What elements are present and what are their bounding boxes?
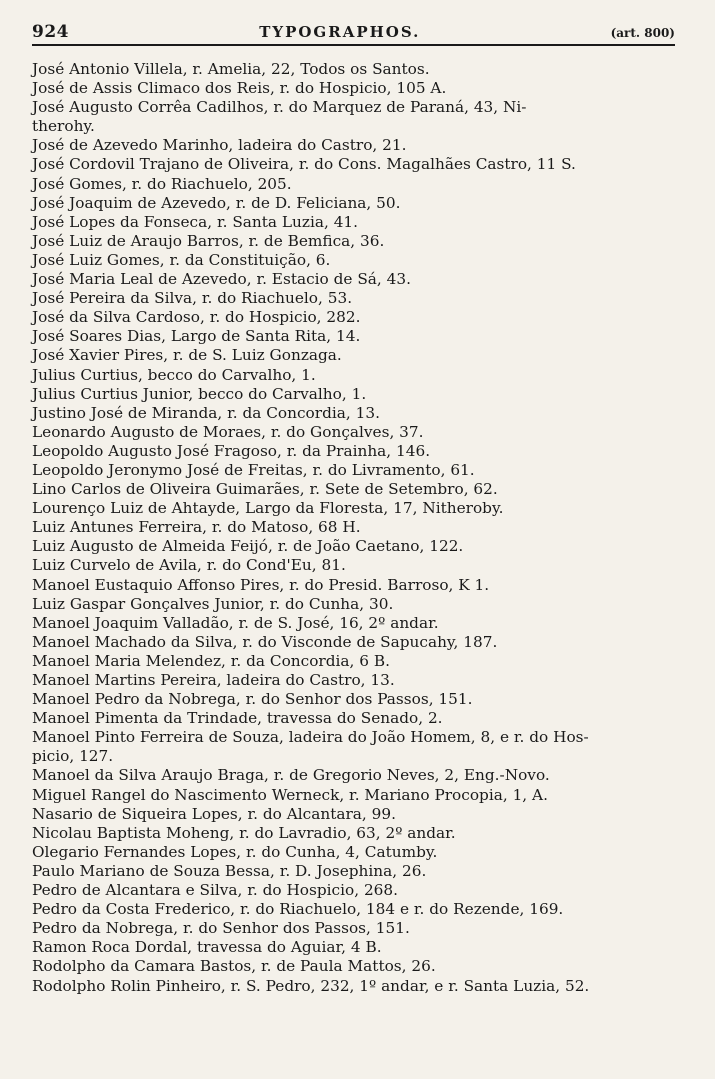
entry-text: Paulo Mariano de Souza Bessa, r. D. Josephina, 26. (32, 861, 427, 880)
list-item (32, 404, 675, 423)
list-item (32, 60, 675, 79)
entry-text: José Augusto Corrêa Cadilhos, r. do Marquez de Paraná, 43, Ni- (32, 98, 527, 117)
list-item (32, 824, 675, 843)
list-item (32, 805, 675, 824)
list-item (32, 499, 675, 518)
list-item (32, 98, 675, 136)
entry-text: Luiz Curvelo de Avila, r. do Cond'Eu, 81. (32, 556, 346, 575)
entry-text: Manoel Maria Melendez, r. da Concordia, 6 B. (32, 651, 390, 670)
list-item (32, 728, 675, 766)
list-item (32, 270, 675, 289)
entry-text: Luiz Antunes Ferreira, r. do Matoso, 68 H. (32, 518, 361, 537)
entry-text: Miguel Rangel do Nascimento Werneck, r. Mariano Procopia, 1, A. (32, 785, 548, 804)
list-item (32, 385, 675, 404)
list-item (32, 576, 675, 595)
list-item (32, 308, 675, 327)
entry-text: José Xavier Pires, r. de S. Luiz Gonzaga. (32, 346, 342, 365)
entry-text: José Pereira da Silva, r. do Riachuelo, 53. (32, 289, 353, 308)
list-item (32, 556, 675, 575)
entry-text: Manoel Pinto Ferreira de Souza, ladeira do João Homem, 8, e r. do Hos- (32, 728, 589, 747)
entry-text: Manoel Pimenta da Trindade, travessa do Senado, 2. (32, 709, 443, 728)
list-item (32, 232, 675, 251)
entry-text: Lourenço Luiz de Ahtayde, Largo da Floresta, 17, Nitheroby. (32, 499, 504, 518)
entry-text: José da Silva Cardoso, r. do Hospicio, 282. (32, 308, 361, 327)
list-item (32, 442, 675, 461)
entry-text: José Luiz de Araujo Barros, r. de Bemfica, 36. (32, 231, 385, 250)
entry-text: Pedro da Costa Frederico, r. do Riachuelo, 184 e r. do Rezende, 169. (32, 900, 564, 919)
entry-text: Manoel Joaquim Valladão, r. de S. José, 16, 2º andar. (32, 613, 439, 632)
entry-text: Olegario Fernandes Lopes, r. do Cunha, 4, Catumby. (32, 842, 438, 861)
entry-text: José Antonio Villela, r. Amelia, 22, Todos os Santos. (32, 60, 430, 78)
list-item (32, 366, 675, 385)
entry-text: Justino José de Miranda, r. da Concordia, 13. (32, 403, 380, 422)
list-item (32, 652, 675, 671)
list-item (32, 423, 675, 442)
list-item (32, 518, 675, 537)
entry-text: Manoel Pedro da Nobrega, r. do Senhor dos Passos, 151. (32, 690, 473, 709)
entry-text: José Joaquim de Azevedo, r. de D. Feliciana, 50. (32, 193, 401, 212)
list-item (32, 136, 675, 155)
list-item (32, 289, 675, 308)
article-reference: (art. 800) (610, 26, 675, 40)
section-title: TYPOGRAPHOS. (259, 23, 421, 41)
page-header (32, 22, 675, 46)
entry-text: José Luiz Gomes, r. da Constituição, 6. (32, 250, 331, 269)
list-item (32, 633, 675, 652)
entry-text: Nasario de Siqueira Lopes, r. do Alcantara, 99. (32, 804, 396, 823)
entry-text: José Gomes, r. do Riachuelo, 205. (32, 174, 292, 193)
entry-text: Lino Carlos de Oliveira Guimarães, r. Sete de Setembro, 62. (32, 480, 498, 499)
entry-text: José de Azevedo Marinho, ladeira do Castro, 21. (32, 136, 407, 155)
entry-text: José Maria Leal de Azevedo, r. Estacio de Sá, 43. (32, 270, 411, 289)
entry-text: Ramon Roca Dordal, travessa do Aguiar, 4 B. (32, 938, 382, 957)
page-number: 924 (32, 22, 69, 42)
entry-continuation: picio, 127. (32, 747, 114, 766)
entry-text: Rodolpho da Camara Bastos, r. de Paula Mattos, 26. (32, 957, 436, 976)
list-item (32, 461, 675, 480)
list-item (32, 900, 675, 919)
entry-text: Manoel Machado da Silva, r. do Visconde de Sapucahy, 187. (32, 632, 498, 651)
entry-text: Pedro de Alcantara e Silva, r. do Hospicio, 268. (32, 881, 399, 900)
list-item (32, 327, 675, 346)
entry-continuation: therohy. (32, 117, 95, 136)
entry-text: Julius Curtius Junior, becco do Carvalho, 1. (32, 384, 367, 403)
entry-text: Julius Curtius, becco do Carvalho, 1. (32, 365, 316, 384)
list-item (32, 537, 675, 556)
entry-text: Luiz Augusto de Almeida Feijó, r. de João Caetano, 122. (32, 537, 464, 556)
list-item (32, 843, 675, 862)
list-item (32, 671, 675, 690)
list-item (32, 155, 675, 174)
list-item (32, 614, 675, 633)
list-item (32, 977, 675, 996)
entry-text: Nicolau Baptista Moheng, r. do Lavradio, 63, 2º andar. (32, 823, 456, 842)
typographer-list (32, 60, 675, 996)
list-item (32, 766, 675, 785)
list-item (32, 938, 675, 957)
list-item (32, 480, 675, 499)
entry-text: Rodolpho Rolin Pinheiro, r. S. Pedro, 232, 1º andar, e r. Santa Luzia, 52. (32, 976, 590, 995)
list-item (32, 175, 675, 194)
entry-text: Luiz Gaspar Gonçalves Junior, r. do Cunha, 30. (32, 594, 394, 613)
list-item (32, 595, 675, 614)
list-item (32, 709, 675, 728)
entry-text: Manoel Martins Pereira, ladeira do Castro, 13. (32, 671, 395, 689)
entry-text: José Soares Dias, Largo de Santa Rita, 14. (32, 327, 361, 346)
list-item (32, 79, 675, 98)
list-item (32, 862, 675, 881)
entry-text: José Lopes da Fonseca, r. Santa Luzia, 41. (32, 212, 359, 231)
list-item (32, 213, 675, 232)
list-item (32, 251, 675, 270)
list-item (32, 346, 675, 365)
entry-text: Leopoldo Augusto José Fragoso, r. da Prainha, 146. (32, 441, 431, 460)
entry-text: Manoel Eustaquio Affonso Pires, r. do Presid. Barroso, K 1. (32, 575, 490, 594)
list-item (32, 957, 675, 976)
entry-text: Manoel da Silva Araujo Braga, r. de Gregorio Neves, 2, Eng.-Novo. (32, 766, 550, 785)
list-item (32, 690, 675, 709)
entry-text: José de Assis Climaco dos Reis, r. do Hospicio, 105 A. (32, 79, 447, 98)
entry-text: José Cordovil Trajano de Oliveira, r. do Cons. Magalhães Castro, 11 S. (32, 155, 576, 174)
entry-text: Leonardo Augusto de Moraes, r. do Gonçalves, 37. (32, 422, 424, 441)
list-item (32, 194, 675, 213)
list-item (32, 786, 675, 805)
list-item (32, 919, 675, 938)
entry-text: Pedro da Nobrega, r. do Senhor dos Passos, 151. (32, 919, 410, 938)
entry-text: Leopoldo Jeronymo José de Freitas, r. do Livramento, 61. (32, 460, 475, 479)
list-item (32, 881, 675, 900)
